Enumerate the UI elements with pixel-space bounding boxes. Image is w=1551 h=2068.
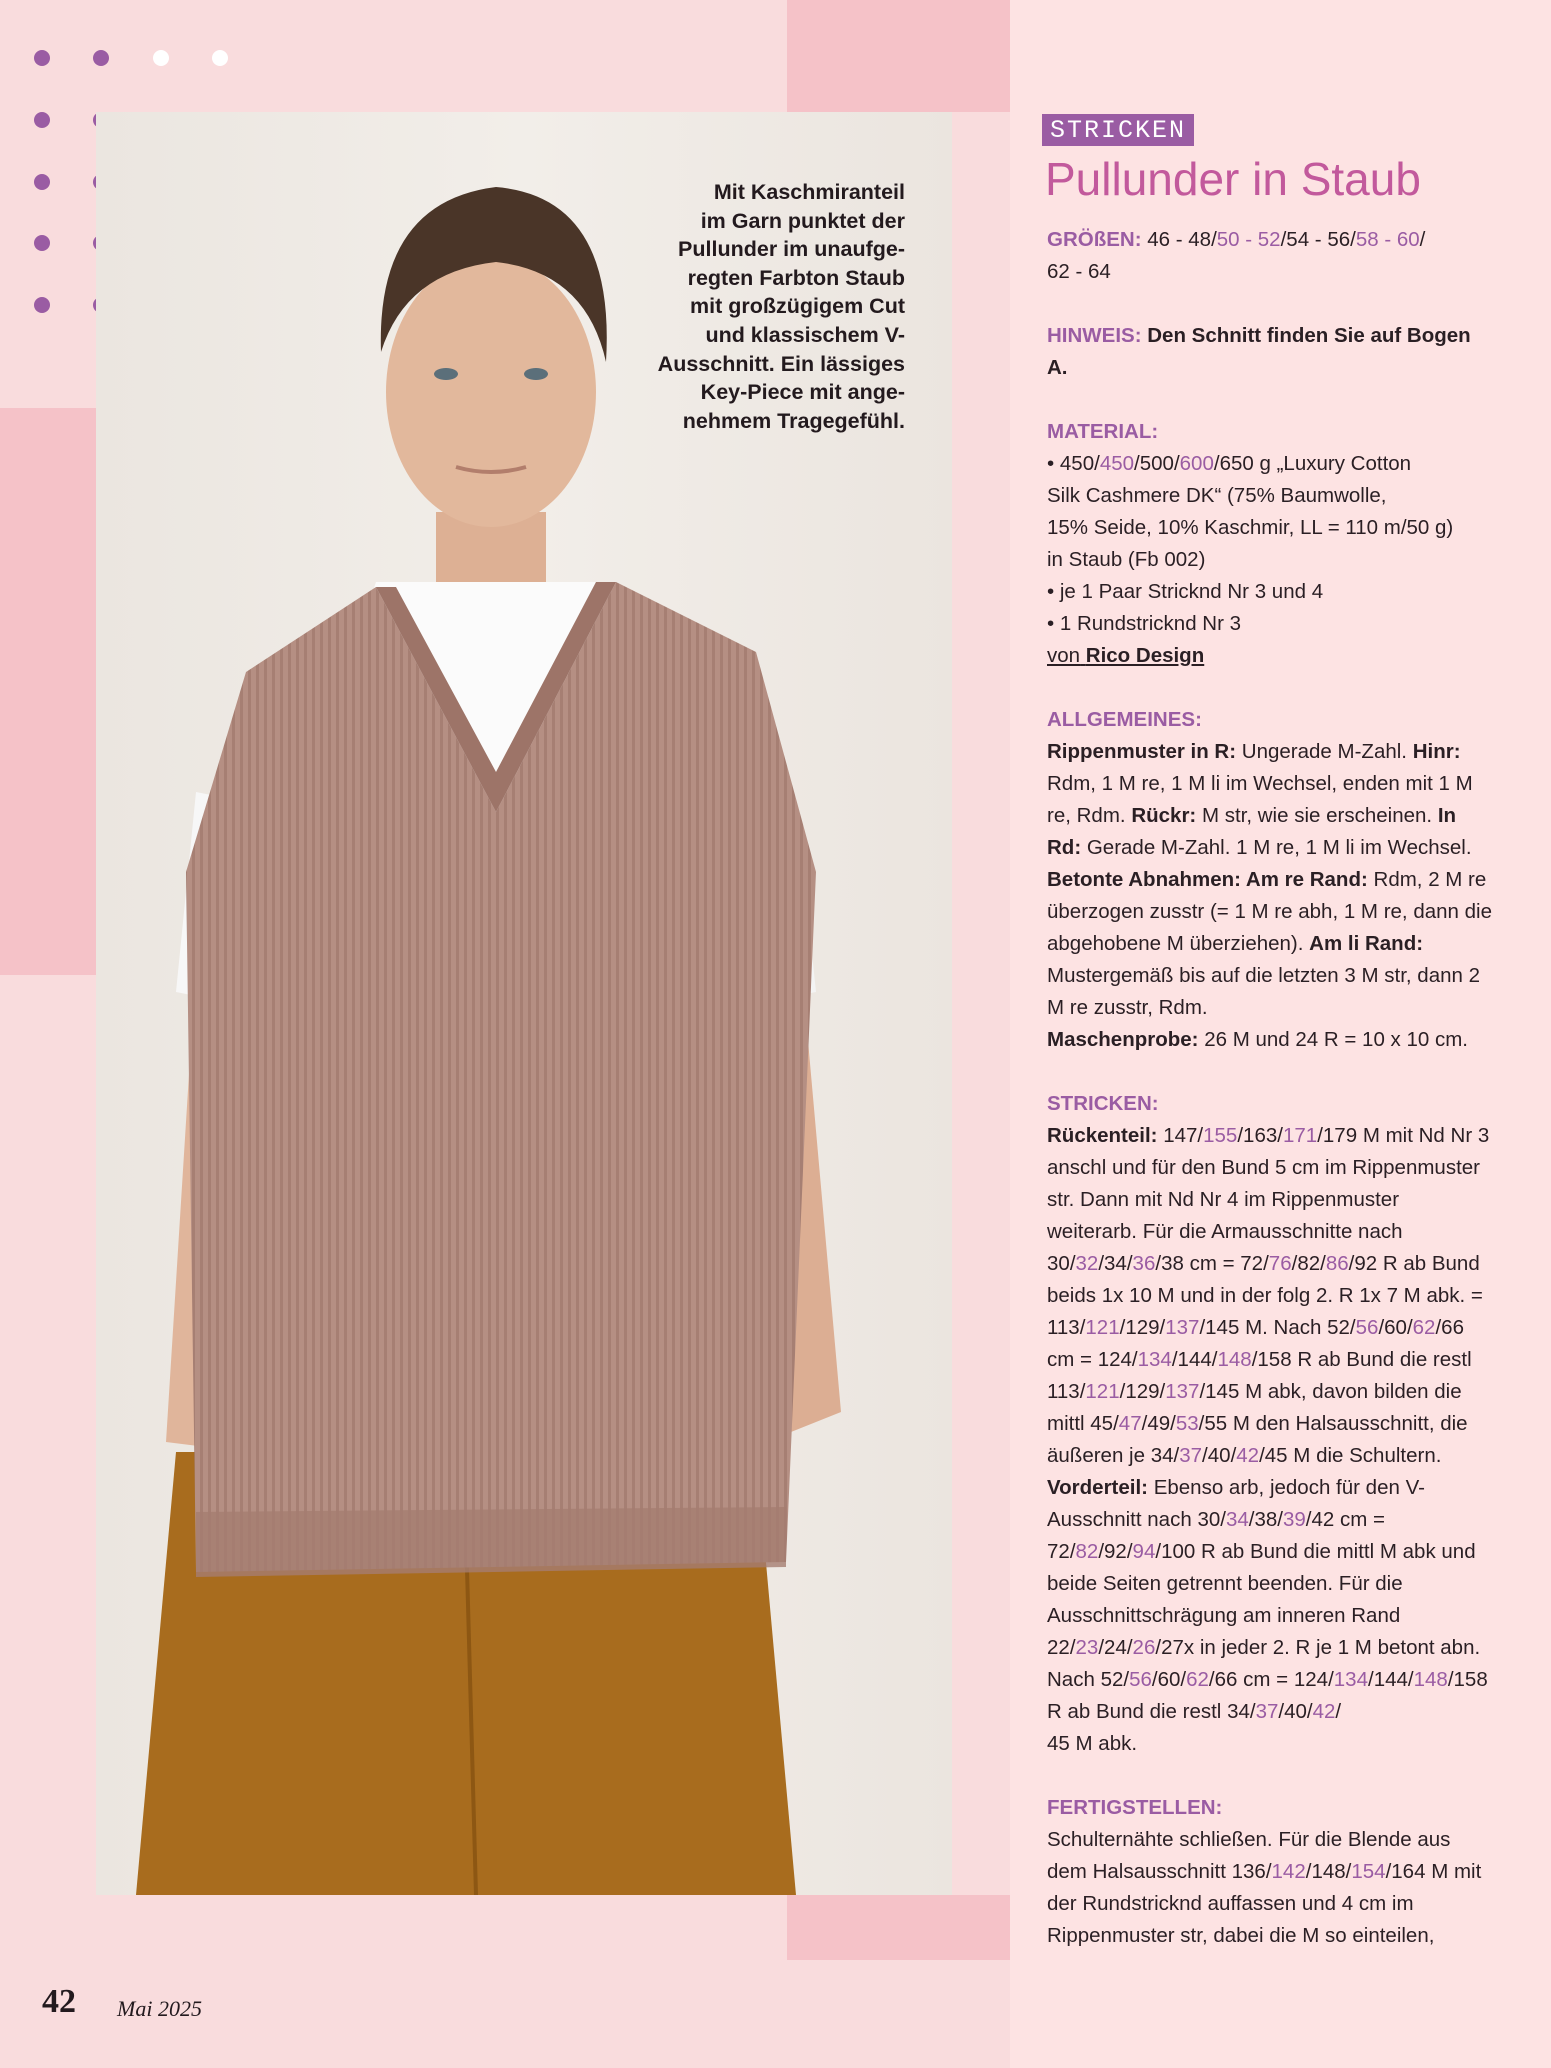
page-number: 42 [42,1983,76,2020]
back-piece-text: Rückenteil: 147/155/163/171/179 M mit Nd Nr 3 anschl und für den Bund 5 cm im Rippenmuster str. Dann mit Nd Nr 4 im Rippenmuster weiterarb. Für die Armausschnitte nach 30/32/34/36/38 cm = 72/76/82/86/92 R ab Bund beids 1x 10 M und in der folg 2. R 1x 7 M abk. = 113/121/129/137/145 M. Nach 52/56/60/62/66 cm = 124/134/144/148/158 R ab Bund die restl 113/121/129/137/145 M abk, davon bilden die mittl 45/47/49/53/55 M den Halsausschnitt, die äußeren je 34/37/40/42/45 M die Schultern. [1047,1124,1490,1467]
material-needles: • je 1 Paar Stricknd Nr 3 und 4 [1047,580,1324,603]
photo-caption: Mit Kaschmiranteil im Garn punktet der Pullunder im unaufge- regten Farbton Staub mit großzügigem Cut und klassischem V- Ausschnitt. Ein lässiges Key-Piece mit ange- nehmem Tragegefühl. [657,180,905,433]
general-text: Rippenmuster in R: Ungerade M-Zahl. Hinr: Rdm, 1 M re, 1 M li im Wechsel, enden mit 1 M re, Rdm. Rückr: M str, wie sie erscheinen. In Rd: Gerade M-Zahl. 1 M re, 1 M li im Wechsel. Betonte Abnahmen: Am re Rand: Rdm, 2 M re überzogen zusstr (= 1 M re abh, 1 M re, dann die abgehobene M überziehen). Am li Rand: Mustergemäß bis auf die letzten 3 M str, dann 2 M re zusstr, Rdm. Maschenprobe: 26 M und 24 R = 10 x 10 cm. [1047,740,1492,1051]
decor-block-bottom [787,1895,1010,1960]
hint-line: HINWEIS: Den Schnitt finden Sie auf Bogen A. [1047,324,1471,379]
general-heading: ALLGEMEINES: [1047,708,1202,731]
material-amount: • 450/450/500/600/650 g „Luxury Cotton Silk Cashmere DK“ (75% Baumwolle, 15% Seide, 10% Kaschmir, LL = 110 m/50 g) in Staub (Fb 002) [1047,452,1454,571]
category-tag: STRICKEN [1042,114,1194,146]
decor-block-top [787,0,1010,112]
page-title: Pullunder in Staub [1045,153,1421,205]
front-piece-text: Vorderteil: Ebenso arb, jedoch für den V-Ausschnitt nach 30/34/38/39/42 cm = 72/82/92/94/100 R ab Bund die mittl M abk und beide Seiten getrennt beenden. Für die Ausschnittschrägung am inneren Rand 22/23/24/26/27x in jeder 2. R je 1 M betont abn. Nach 52/56/60/62/66 cm = 124/134/144/148/158 R ab Bund die restl 34/37/40/42/ 45 M abk. [1047,1476,1488,1755]
material-circular: • 1 Rundstricknd Nr 3 [1047,612,1242,635]
finishing-heading: FERTIGSTELLEN: [1047,1796,1223,1819]
material-heading: MATERIAL: [1047,420,1159,443]
decor-block-left [0,408,96,975]
sizes-line: GRÖßEN: 46 - 48/50 - 52/54 - 56/58 - 60/ 62 - 64 [1047,228,1426,283]
material-brand: von Rico Design [1047,644,1205,667]
knitting-heading: STRICKEN: [1047,1092,1159,1115]
pattern-instructions [1047,224,1494,1952]
finishing-text: Schulternähte schließen. Für die Blende aus dem Halsausschnitt 136/142/148/154/164 M mit der Rundstricknd auffassen und 4 cm im Rippenmuster str, dabei die M so einteilen, [1047,1828,1482,1947]
issue-date: Mai 2025 [117,1996,202,2021]
